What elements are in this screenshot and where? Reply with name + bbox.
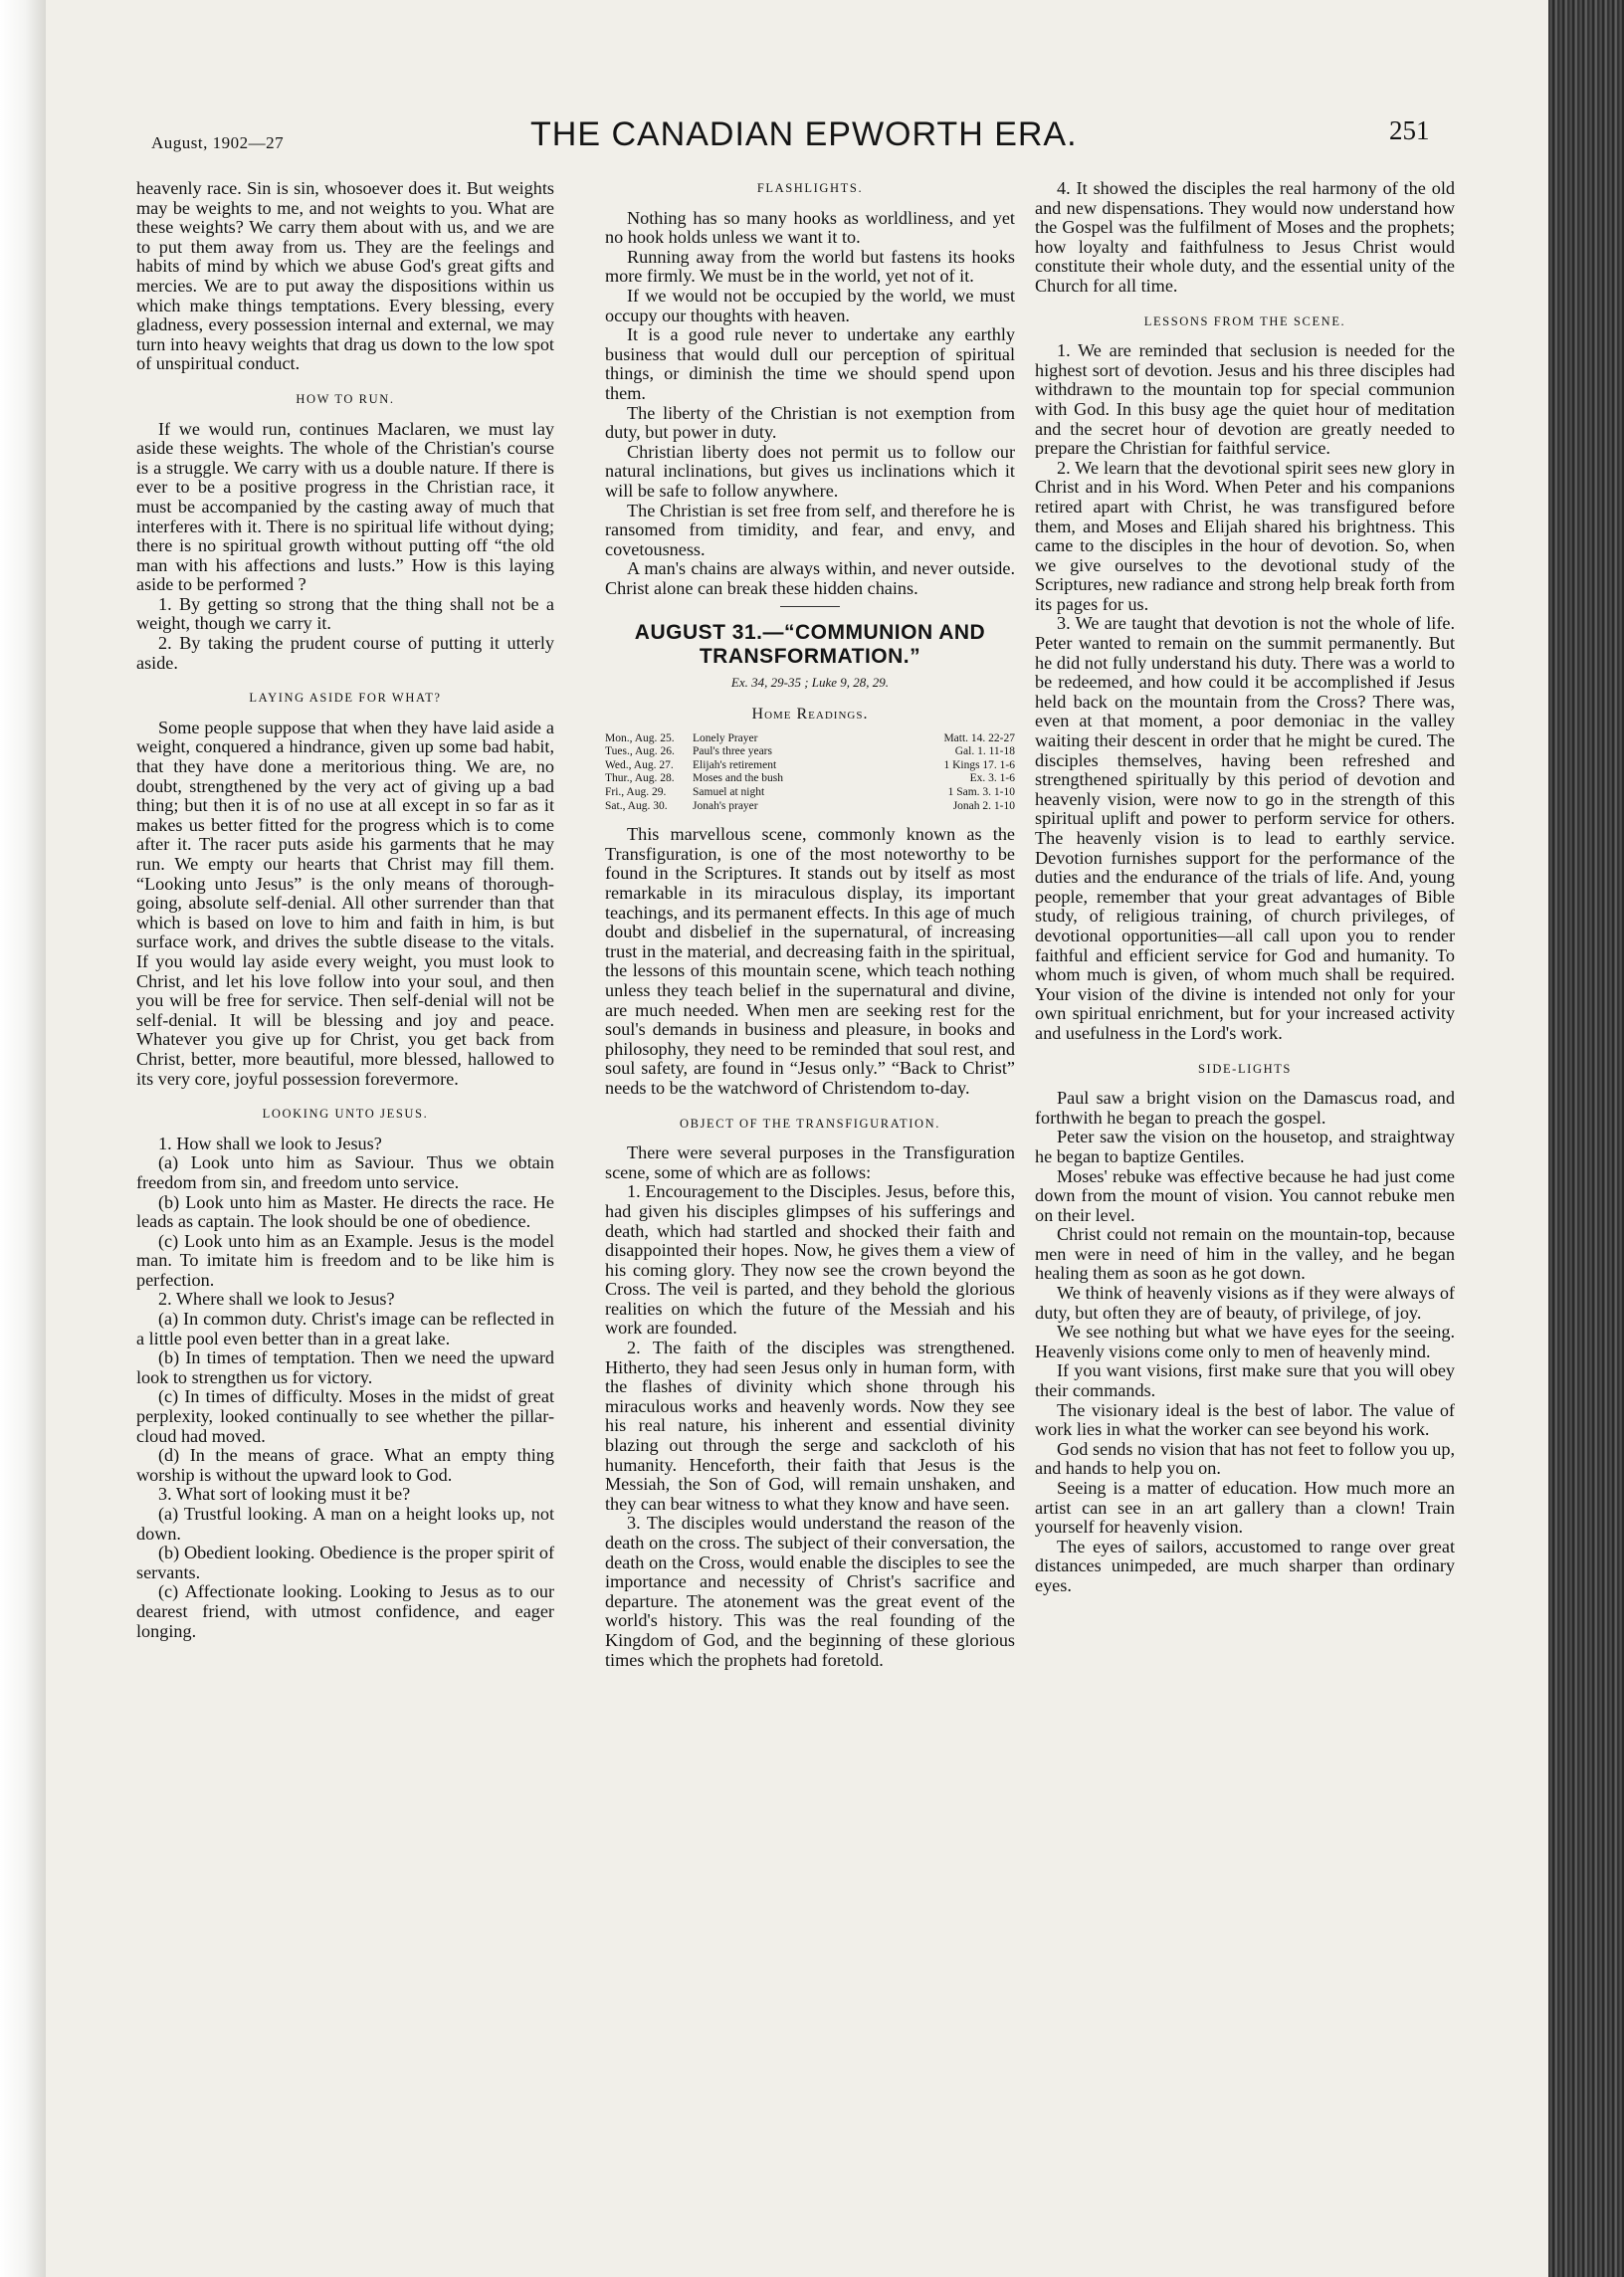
reading-lesson: Samuel at night: [693, 786, 765, 799]
reading-ref: Matt. 14. 22-27: [943, 731, 1015, 744]
column-middle: [605, 179, 1015, 1670]
running-header: [0, 107, 1624, 167]
section-heading-object: OBJECT OF THE TRANSFIGURATION.: [680, 1116, 940, 1131]
page-number: 251: [1389, 115, 1430, 145]
list-item: (a) Trustful looking. A man on a height looks up, not down.: [136, 1504, 554, 1544]
reading-lesson: Jonah's prayer: [693, 799, 758, 812]
paragraph: The visionary ideal is the best of labor. The value of work lies in what the worker can see beyond his work.: [1035, 1399, 1455, 1440]
paragraph: 3. We are taught that devotion is not the whole of life. Peter wanted to remain on the summit permanently. But he did not fully understand his duty. There was a world to be redeemed, and how could it be accomplished if Jesus held back on the mountain from the Cross? There was, even at that moment, a poor demoniac in the valley waiting their descent in order that he might be cured. The disciples themselves, having been refreshed and strengthened spiritually by this period of devotion and heavenly vision, were now to go in the strength of this spiritual uplift and power to perform service for others. The heavenly vision is to lead to earthly service. Devotion furnishes support for the performance of the duties and the endurance of the trials of life. And, young people, remember that your great advantages of Bible study, of religious training, of church privileges, of devotional opportunities—all call upon you to render faithful and efficient service for God and humanity. To whom much is given, of whom much shall be required. Your vision of the divine is intended not only for your own spiritual enrichment, but for your increased activity and usefulness in the Lord's work.: [1035, 613, 1455, 1043]
list-item: 3. What sort of looking must it be?: [158, 1484, 411, 1505]
paragraph: If we would not be occupied by the world, we must occupy our thoughts with heaven.: [605, 285, 1015, 325]
reading-lesson: Elijah's retirement: [693, 758, 777, 771]
paragraph: heavenly race. Sin is sin, whosoever does it. But weights may be weights to me, and not weights to you. What are these weights? We carry them about with us, and we are to put them away from us. They are the feelings and habits of mind by which we abuse God's great gifts and mercies. We are to put away the dispositions within us which make things temptations. Every blessing, every gladness, every possession internal and external, we may turn into heavy weights that drag us down to the low spot of unspiritual conduct.: [136, 178, 554, 374]
paragraph: The Christian is set free from self, and therefore he is ransomed from timidity, and fear, and envy, and covetousness.: [605, 500, 1015, 559]
list-item: (b) In times of temptation. Then we need the upward look to strengthen us for victory.: [136, 1347, 554, 1387]
paragraph: 4. It showed the disciples the real harmony of the old and new dispensations. They would now understand how the Gospel was the fulfilment of Moses and the prophets; how loyalty and faithfulness to Jesus Christ would constitute their whole duty, and the essential unity of the Church for all time.: [1035, 178, 1455, 296]
paragraph: We see nothing but what we have eyes for the seeing. Heavenly visions come only to men of heavenly mind.: [1035, 1322, 1455, 1361]
reading-lesson: Paul's three years: [693, 745, 772, 758]
reading-ref: 1 Kings 17. 1-6: [943, 758, 1015, 771]
paragraph: 1. Encouragement to the Disciples. Jesus, before this, had given his disciples glimpses of his sufferings and death, which had startled and shocked their faith and disappointed their hopes. Now, he gives them a view of his coming glory. They now see the crown beyond the Cross. The veil is parted, and they behold the glorious realities on which the future of the Messiah and his work are founded.: [605, 1181, 1015, 1339]
paragraph: Nothing has so many hooks as worldliness, and yet no hook holds unless we want it to.: [605, 207, 1015, 248]
column-right: [1035, 179, 1455, 1596]
paragraph: 1. By getting so strong that the thing shall not be a weight, though we carry it.: [136, 593, 554, 634]
section-heading-looking-unto-jesus: LOOKING UNTO JESUS.: [262, 1107, 429, 1122]
list-item: (b) Obedient looking. Obedience is the proper spirit of servants.: [136, 1543, 554, 1582]
section-heading-how-to-run: HOW TO RUN.: [296, 391, 395, 406]
paragraph: Moses' rebuke was effective because he had just come down from the mount of vision. You cannot rebuke men on their level.: [1035, 1165, 1455, 1225]
paragraph: The eyes of sailors, accustomed to range over great distances unimpeded, are much sharper than ordinary eyes.: [1035, 1536, 1455, 1595]
reading-lesson: Lonely Prayer: [693, 731, 758, 744]
paragraph: If you want visions, first make sure that you will obey their commands.: [1035, 1360, 1455, 1401]
reading-day: Tues., Aug. 26.: [605, 745, 675, 758]
table-row: [605, 786, 1015, 800]
reading-ref: Gal. 1. 11-18: [954, 745, 1015, 758]
page-gutter-shadow: [0, 0, 46, 2277]
paragraph: 2. The faith of the disciples was strengthened. Hitherto, they had seen Jesus only in human form, with the flashes of divinity which shone through his miraculous works and heavenly words. Now they see his real nature, his inherent and essential divinity blazing out through the serge and sackcloth of his humanity. Henceforth, their faith that Jesus is the Messiah, the Son of God, will remain unshaken, and they can bear witness to what they know and have seen.: [605, 1338, 1015, 1514]
list-item: 1. How shall we look to Jesus?: [158, 1133, 382, 1153]
paragraph: Seeing is a matter of education. How much more an artist can see in an art gallery than a clown! Train yourself for heavenly vision.: [1035, 1478, 1455, 1538]
section-heading-laying-aside: LAYING ASIDE FOR WHAT?: [249, 691, 442, 706]
reading-day: Mon., Aug. 25.: [605, 731, 675, 744]
paragraph: God sends no vision that has not feet to follow you up, and hands to help you on.: [1035, 1438, 1455, 1479]
paragraph: If we would run, continues Maclaren, we must lay aside these weights. The whole of the Christian's course is a struggle. We carry with us a double nature. If there is ever to be a positive progress in the Christian race, it must be accompanied by the casting away of much that interferes with it. There is no spiritual life without dying; there is no spiritual growth without putting off “the old man with his affections and lusts.” How is this laying aside to be performed ?: [136, 418, 554, 595]
paragraph: Some people suppose that when they have laid aside a weight, conquered a hindrance, given up some bad habit, that they have done a meritorious thing. We are, no doubt, strengthened by the very act of giving up a bad thing; but then it is of no use at all except in so far as it makes us better fitted for the progress which is to come after it. The racer puts aside his garments that he may run. We empty our hearts that Christ may fill them. “Looking unto Jesus” is the only means of thorough-going, absolute self-denial. All other surrender than that which is based on love to him and faith in him, is but surface work, and drives the subtle disease to the vitals. If you would lay aside every weight, you must look to Christ, and let his love follow into your soul, and then you will be free for service. Then self-denial will not be self-denial. It will be blessing and joy and peace. Whatever you give up for Christ, you get back from Christ, better, more beautiful, more blessed, hallowed to its very core, joyful possession forevermore.: [136, 717, 554, 1089]
section-heading-flashlights: FLASHLIGHTS.: [756, 181, 864, 195]
list-item: (c) Look unto him as an Example. Jesus is the model man. To imitate him is freedom and to be like him is perfection.: [136, 1230, 554, 1290]
paragraph: A man's chains are always within, and never outside. Christ alone can break these hidden chains.: [605, 558, 1015, 598]
reading-day: Sat., Aug. 30.: [605, 799, 668, 812]
table-row: [605, 745, 1015, 759]
paragraph: Christ could not remain on the mountain-top, because men were in need of him in the valley, and he began healing them as soon as he got down.: [1035, 1224, 1455, 1284]
table-row: [605, 772, 1015, 786]
header-date: August, 1902—27: [151, 133, 285, 152]
reading-day: Thur., Aug. 28.: [605, 772, 675, 785]
lesson-scripture-refs: Ex. 34, 29-35 ; Luke 9, 28, 29.: [730, 675, 890, 691]
paragraph: This marvellous scene, commonly known as the Transfiguration, is one of the most noteworthy to be found in the Scriptures. It stands out by itself as most remarkable in its miraculous display, its important teachings, and its permanent effects. In this age of much doubt and disbelief in the supernatural, of increasing trust in the material, and decreasing faith in the spiritual, the lessons of this mountain scene, which teach nothing unless they teach belief in the supernatural and divine, are much needed. When men are seeking rest for the soul's demands in business and pleasure, in books and philosophy, they need to be reminded that soul rest, and soul safety, are found in “Jesus only.” “Back to Christ” needs to be the watchword of Christendom to-day.: [605, 824, 1015, 1098]
list-item: (a) Look unto him as Saviour. Thus we obtain freedom from sin, and freedom unto service.: [136, 1152, 554, 1192]
reading-day: Wed., Aug. 27.: [605, 758, 674, 771]
reading-day: Fri., Aug. 29.: [605, 786, 667, 799]
paragraph: Christian liberty does not permit us to follow our natural inclinations, but gives us inclinations which it will be safe to follow anywhere.: [605, 441, 1015, 501]
paragraph: 2. We learn that the devotional spirit sees new glory in Christ and in his Word. When Peter and his companions retired apart with Christ, he was transfigured before them, and Moses and Elijah shared his brightness. This came to the disciples in the hour of devotion. So, when we give ourselves to the devotional study of the Scriptures, new radiance and strong help break forth from its pages for us.: [1035, 457, 1455, 614]
reading-lesson: Moses and the bush: [693, 772, 784, 785]
home-readings-title: Home Readings.: [751, 706, 869, 724]
list-item: (c) Affectionate looking. Looking to Jesus as to our dearest friend, with utmost confidence, and eager longing.: [136, 1581, 554, 1641]
list-item: (a) In common duty. Christ's image can be reflected in a little pool even better than in a great lake.: [136, 1309, 554, 1348]
header-title: THE CANADIAN EPWORTH ERA.: [530, 115, 1078, 153]
table-row: [605, 800, 1015, 814]
paragraph: It is a good rule never to undertake any earthly business that would dull our perception of spiritual things, or diminish the time we should spend upon them.: [605, 324, 1015, 403]
table-row: [605, 732, 1015, 746]
home-readings-table: [605, 732, 1015, 814]
reading-ref: Ex. 3. 1-6: [969, 772, 1015, 785]
paragraph: We think of heavenly visions as if they were always of duty, but often they are of beauty, of privilege, of joy.: [1035, 1283, 1455, 1323]
section-heading-lessons: LESSONS FROM THE SCENE.: [1143, 313, 1346, 328]
list-item: 2. Where shall we look to Jesus?: [158, 1289, 395, 1310]
divider: [780, 606, 840, 607]
book-binding-edge: [1548, 0, 1624, 2277]
paragraph: Peter saw the vision on the housetop, and straightway he began to baptize Gentiles.: [1035, 1127, 1455, 1166]
list-item: (c) In times of difficulty. Moses in the midst of great perplexity, looked continually to see whether the pillar-cloud had moved.: [136, 1386, 554, 1446]
list-item: (d) In the means of grace. What an empty thing worship is without the upward look to God.: [136, 1445, 554, 1485]
paragraph: Paul saw a bright vision on the Damascus road, and forthwith he began to preach the gospel.: [1035, 1088, 1455, 1128]
paragraph: 2. By taking the prudent course of putting it utterly aside.: [136, 633, 554, 673]
lesson-heading: AUGUST 31.—“COMMUNION AND TRANSFORMATION.”: [634, 621, 986, 669]
paragraph: 1. We are reminded that seclusion is needed for the highest sort of devotion. Jesus and his three disciples had withdrawn to the mountain top for special communion with God. In this busy age the quiet hour of meditation and the secret hour of devotion are greatly needed to prepare the Christian for faithful service.: [1035, 340, 1455, 459]
paragraph: Running away from the world but fastens its hooks more firmly. We must be in the world, yet not of it.: [605, 246, 1015, 287]
paragraph: There were several purposes in the Transfiguration scene, some of which are as follows:: [605, 1142, 1015, 1182]
section-heading-sidelights: SIDE-LIGHTS: [1198, 1061, 1292, 1076]
reading-ref: 1 Sam. 3. 1-10: [947, 786, 1015, 799]
reading-ref: Jonah 2. 1-10: [952, 799, 1015, 812]
paragraph: 3. The disciples would understand the reason of the death on the cross. The subject of their conversation, the death on the Cross, would enable the disciples to see the importance and necessity of Christ's sacrifice and departure. The atonement was the great event of the world's history. This was the real founding of the Kingdom of God, and the beginning of these glorious times which the prophets had foretold.: [605, 1513, 1015, 1670]
table-row: [605, 759, 1015, 773]
list-item: (b) Look unto him as Master. He directs the race. He leads as captain. The look should be one of obedience.: [136, 1191, 554, 1232]
column-left: [136, 179, 554, 1641]
paragraph: The liberty of the Christian is not exemption from duty, but power in duty.: [605, 402, 1015, 443]
